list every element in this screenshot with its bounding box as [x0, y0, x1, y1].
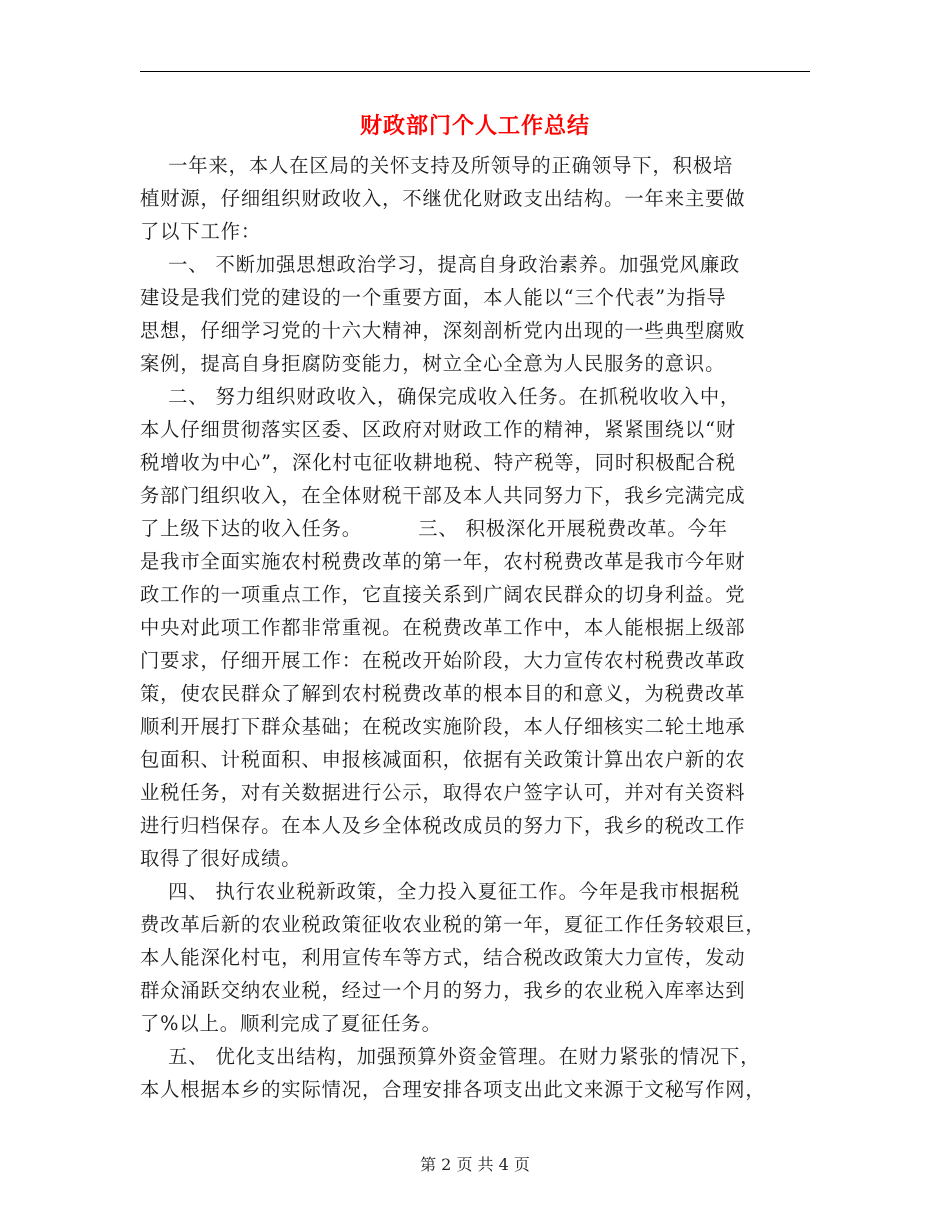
text-line: 业税任务，对有关数据进行公示，取得农户签字认可，并对有关资料 [140, 781, 746, 804]
text-line: 四、 执行农业税新政策，全力投入夏征工作。今年是我市根据税 [140, 880, 741, 903]
text-line: 本人根据本乡的实际情况，合理安排各项支出此文来源于文秘写作网， [140, 1078, 766, 1101]
text-line: 取得了很好成绩。 [140, 847, 302, 870]
text-line: 群众涌跃交纳农业税，经过一个月的努力，我乡的农业税入库率达到 [140, 979, 746, 1002]
page-title: 财政部门个人工作总结 [359, 113, 590, 139]
text-line: 建设是我们党的建设的一个重要方面，本人能以“三个代表”为指导 [140, 286, 727, 309]
text-line: 了以下工作： [140, 220, 262, 243]
text-line: 本人仔细贯彻落实区委、区政府对财政工作的精神，紧紧围绕以“财 [140, 418, 737, 441]
text-line: 包面积、计税面积、申报核减面积，依据有关政策计算出农户新的农 [140, 748, 746, 771]
text-line: 策，使农民群众了解到农村税费改革的根本目的和意义，为税费改革 [140, 682, 746, 705]
text-line: 政工作的一项重点工作，它直接关系到广阔农民群众的切身利益。党 [140, 583, 746, 606]
text-line: 了上级下达的收入任务。 三、 积极深化开展税费改革。今年 [140, 517, 728, 540]
text-line: 案例，提高自身拒腐防变能力，树立全心全意为人民服务的意识。 [140, 352, 726, 375]
text-line: 本人能深化村屯，利用宣传车等方式，结合税改政策大力宣传，发动 [140, 946, 746, 969]
text-line: 二、 努力组织财政收入，确保完成收入任务。在抓税收收入中， [140, 385, 741, 408]
text-line: 税增收为中心”，深化村屯征收耕地税、特产税等，同时积极配合税 [140, 451, 737, 474]
text-line: 一、 不断加强思想政治学习，提高自身政治素养。加强党风廉政 [140, 253, 741, 276]
text-line: 顺利开展打下群众基础；在税改实施阶段，本人仔细核实二轮土地承 [140, 715, 746, 738]
text-line: 进行归档保存。在本人及乡全体税改成员的努力下，我乡的税改工作 [140, 814, 746, 837]
text-line: 费改革后新的农业税政策征收农业税的第一年，夏征工作任务较艰巨， [140, 913, 766, 936]
text-line: 中央对此项工作都非常重视。在税费改革工作中，本人能根据上级部 [140, 616, 746, 639]
page-footer: 第 2 页 共 4 页 [420, 1155, 530, 1174]
text-line: 五、 优化支出结构，加强预算外资金管理。在财力紧张的情况下， [140, 1045, 761, 1068]
text-line: 了%以上。顺利完成了夏征任务。 [140, 1012, 442, 1035]
text-line: 是我市全面实施农村税费改革的第一年，农村税费改革是我市今年财 [140, 550, 746, 573]
text-line: 一年来，本人在区局的关怀支持及所领导的正确领导下，积极培 [140, 154, 734, 177]
text-line: 门要求，仔细开展工作：在税改开始阶段，大力宣传农村税费改革政 [140, 649, 746, 672]
text-line: 务部门组织收入，在全体财税干部及本人共同努力下，我乡完满完成 [140, 484, 746, 507]
text-line: 植财源，仔细组织财政收入，不继优化财政支出结构。一年来主要做 [140, 187, 746, 210]
text-line: 思想，仔细学习党的十六大精神，深刻剖析党内出现的一些典型腐败 [140, 319, 746, 342]
header-rule [140, 71, 810, 72]
